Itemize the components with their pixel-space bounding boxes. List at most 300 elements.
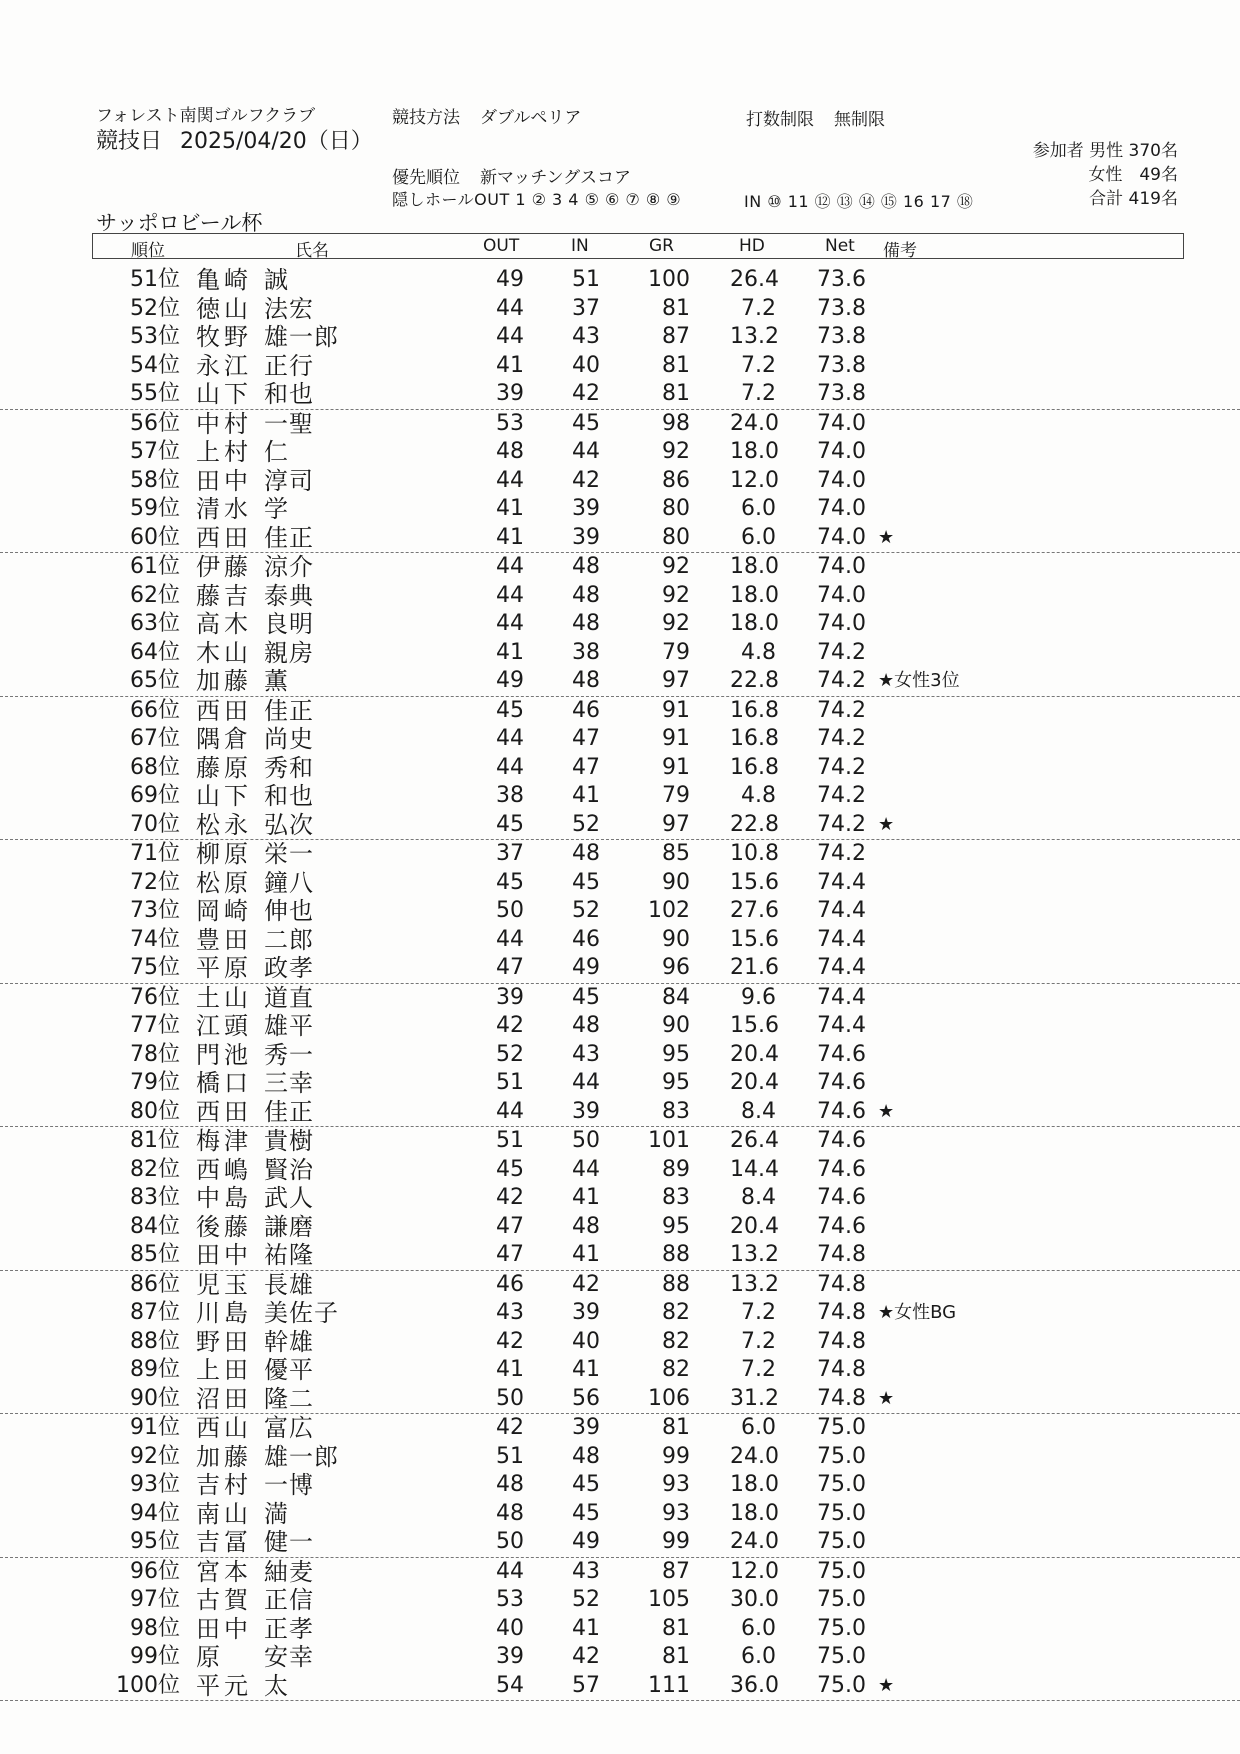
in-score-cell: 43 [572,1558,600,1584]
gross-score-cell: 106 [648,1385,690,1411]
in-score-cell: 45 [572,1472,600,1497]
in-score-cell: 48 [572,841,600,866]
given-name-cell: 弘次 [264,810,314,839]
rank-cell: 83位 [130,1185,180,1210]
table-row [0,840,1240,869]
in-score-cell: 44 [572,439,600,464]
handicap-cell: 18.0 [730,554,779,579]
out-score-cell: 47 [496,1213,524,1239]
out-score-cell: 47 [496,1242,524,1267]
given-name-cell: 良明 [264,610,314,638]
in-score-cell: 48 [572,668,600,693]
gross-score-cell: 95 [662,1070,690,1095]
handicap-cell: 15.6 [730,869,779,895]
handicap-cell: 18.0 [730,1472,779,1497]
surname-cell: 松永 [196,810,252,839]
in-score-cell: 38 [572,639,600,665]
table-row [0,754,1240,783]
given-name-cell: 佳正 [264,696,314,725]
club-name: フォレスト南関ゴルフクラブ [96,106,316,126]
note-cell: ★ [878,526,895,548]
in-score-cell: 47 [572,726,600,751]
gross-score-cell: 79 [662,639,690,665]
handicap-cell: 16.8 [730,754,779,780]
in-score-cell: 37 [572,295,600,321]
net-score-cell: 74.2 [817,783,866,808]
gross-score-cell: 98 [662,410,690,436]
out-score-cell: 41 [496,524,524,550]
in-score-cell: 51 [572,267,600,292]
handicap-cell: 9.6 [741,984,776,1010]
rank-cell: 98位 [130,1615,180,1641]
net-score-cell: 74.2 [817,754,866,780]
surname-cell: 松原 [196,868,252,897]
col-net: Net [825,236,855,256]
handicap-cell: 24.0 [730,1529,779,1554]
gross-score-cell: 83 [662,1098,690,1124]
given-name-cell: 学 [264,495,289,523]
net-score-cell: 75.0 [817,1415,866,1440]
given-name-cell: 誠 [264,266,289,294]
out-score-cell: 43 [496,1300,524,1325]
in-score-cell: 45 [572,410,600,436]
net-score-cell: 74.0 [817,582,866,608]
in-score-cell: 48 [572,611,600,636]
gross-score-cell: 91 [662,697,690,723]
surname-cell: 高木 [196,610,252,638]
net-score-cell: 73.8 [817,295,866,321]
gross-score-cell: 82 [662,1328,690,1354]
in-score-cell: 43 [572,324,600,349]
given-name-cell: 隆二 [264,1384,314,1413]
gross-score-cell: 90 [662,1013,690,1038]
table-row [0,1127,1240,1156]
rank-cell: 71位 [130,841,180,866]
limit-label: 打数制限 [746,110,814,130]
surname-cell: 沼田 [196,1384,252,1413]
out-score-cell: 39 [496,984,524,1010]
rank-cell: 63位 [130,611,180,636]
out-score-cell: 52 [496,1041,524,1067]
handicap-cell: 18.0 [730,582,779,608]
given-name-cell: 和也 [264,782,314,810]
net-score-cell: 75.0 [817,1615,866,1641]
note-cell: ★女性BG [878,1302,957,1323]
surname-cell: 清水 [196,495,252,523]
rank-cell: 58位 [130,467,180,493]
table-row [0,897,1240,926]
in-score-cell: 39 [572,524,600,550]
out-score-cell: 44 [496,467,524,493]
handicap-cell: 18.0 [730,1500,779,1526]
gross-score-cell: 90 [662,926,690,952]
handicap-cell: 18.0 [730,611,779,636]
net-score-cell: 75.0 [817,1529,866,1554]
surname-cell: 西田 [196,696,252,725]
gross-score-cell: 93 [662,1472,690,1497]
in-score-cell: 50 [572,1128,600,1153]
hidden-holes-in: IN ⑩ 11 ⑫ ⑬ ⑭ ⑮ 16 17 ⑱ [744,192,974,211]
surname-cell: 西山 [196,1414,252,1442]
col-in: IN [571,236,589,256]
note-cell: ★ [878,1100,895,1122]
out-score-cell: 41 [496,1357,524,1382]
given-name-cell: 正行 [264,351,314,380]
out-score-cell: 44 [496,726,524,751]
gross-score-cell: 81 [662,1644,690,1669]
out-score-cell: 50 [496,1529,524,1554]
table-row [0,811,1240,841]
rank-cell: 74位 [130,926,180,952]
rank-cell: 97位 [130,1587,180,1612]
in-score-cell: 42 [572,1271,600,1297]
gross-score-cell: 92 [662,611,690,636]
surname-cell: 門池 [196,1040,252,1069]
handicap-cell: 20.4 [730,1213,779,1239]
table-row [0,380,1240,410]
table-row [0,639,1240,668]
surname-cell: 江頭 [196,1012,252,1040]
table-row [0,1471,1240,1500]
handicap-cell: 22.8 [730,668,779,693]
table-row [0,610,1240,639]
table-row [0,1241,1240,1271]
surname-cell: 古賀 [196,1586,252,1614]
date-value: 2025/04/20（日） [180,129,373,154]
gross-score-cell: 97 [662,811,690,837]
surname-cell: 加藤 [196,1442,252,1471]
rank-cell: 86位 [130,1271,180,1297]
col-rank: 順位 [131,241,165,261]
out-score-cell: 44 [496,554,524,579]
table-row [0,954,1240,984]
net-score-cell: 74.0 [817,524,866,550]
gross-score-cell: 84 [662,984,690,1010]
rank-cell: 62位 [130,582,180,608]
table-row [0,1356,1240,1385]
given-name-cell: 仁 [264,438,289,466]
net-score-cell: 74.4 [817,1013,866,1038]
rank-cell: 85位 [130,1242,180,1267]
handicap-cell: 24.0 [730,410,779,436]
handicap-cell: 31.2 [730,1385,779,1411]
net-score-cell: 74.6 [817,1128,866,1153]
out-score-cell: 44 [496,295,524,321]
in-score-cell: 48 [572,1443,600,1469]
table-row [0,1558,1240,1587]
gross-score-cell: 99 [662,1443,690,1469]
net-score-cell: 75.0 [817,1672,866,1698]
out-score-cell: 54 [496,1672,524,1698]
in-score-cell: 41 [572,1615,600,1641]
surname-cell: 吉冨 [196,1528,252,1556]
table-row [0,1528,1240,1558]
rank-cell: 66位 [130,697,180,723]
in-score-cell: 42 [572,1644,600,1669]
out-score-cell: 39 [496,381,524,406]
gross-score-cell: 89 [662,1156,690,1182]
rank-cell: 64位 [130,639,180,665]
handicap-cell: 13.2 [730,1242,779,1267]
participants-total: 合計 419名 [1089,189,1178,209]
given-name-cell: 太 [264,1671,289,1700]
gross-score-cell: 95 [662,1213,690,1239]
rank-cell: 77位 [130,1013,180,1038]
surname-cell: 山下 [196,782,252,810]
given-name-cell: 三幸 [264,1069,314,1097]
table-row [0,582,1240,611]
handicap-cell: 14.4 [730,1156,779,1182]
gross-score-cell: 81 [662,1415,690,1440]
in-score-cell: 52 [572,898,600,923]
net-score-cell: 74.4 [817,898,866,923]
handicap-cell: 10.8 [730,841,779,866]
rank-cell: 89位 [130,1357,180,1382]
out-score-cell: 51 [496,1128,524,1153]
rank-cell: 72位 [130,869,180,895]
rank-cell: 52位 [130,295,180,321]
surname-cell: 中村 [196,409,252,438]
net-score-cell: 74.8 [817,1271,866,1297]
net-score-cell: 73.8 [817,352,866,378]
surname-cell: 亀崎 [196,266,252,294]
given-name-cell: 武人 [264,1184,314,1212]
out-score-cell: 48 [496,1500,524,1526]
hidden-holes-out: 隠しホールOUT 1 ② 3 4 ⑤ ⑥ ⑦ ⑧ ⑨ [392,190,682,209]
surname-cell: 南山 [196,1499,252,1528]
given-name-cell: 佳正 [264,523,314,552]
table-row [0,1069,1240,1098]
surname-cell: 宮本 [196,1557,252,1586]
handicap-cell: 16.8 [730,697,779,723]
table-row [0,1299,1240,1328]
net-score-cell: 75.0 [817,1558,866,1584]
handicap-cell: 4.8 [741,639,776,665]
table-row [0,1184,1240,1213]
net-score-cell: 74.0 [817,554,866,579]
given-name-cell: 秀和 [264,753,314,782]
net-score-cell: 73.8 [817,324,866,349]
surname-cell: 田中 [196,466,252,495]
gross-score-cell: 91 [662,754,690,780]
in-score-cell: 39 [572,1300,600,1325]
net-score-cell: 74.8 [817,1328,866,1354]
col-name: 氏名 [295,241,329,261]
net-score-cell: 73.6 [817,267,866,292]
gross-score-cell: 93 [662,1500,690,1526]
rank-cell: 92位 [130,1443,180,1469]
rank-cell: 84位 [130,1213,180,1239]
net-score-cell: 75.0 [817,1644,866,1669]
gross-score-cell: 102 [648,898,690,923]
net-score-cell: 74.2 [817,668,866,693]
table-row [0,1615,1240,1644]
given-name-cell: 満 [264,1499,289,1528]
handicap-cell: 27.6 [730,898,779,923]
rank-cell: 100位 [116,1672,180,1698]
given-name-cell: 紬麦 [264,1557,314,1586]
gross-score-cell: 80 [662,496,690,521]
net-score-cell: 74.6 [817,1156,866,1182]
table-row [0,667,1240,697]
rank-cell: 68位 [130,754,180,780]
given-name-cell: 長雄 [264,1270,314,1299]
surname-cell: 徳山 [196,294,252,323]
rank-cell: 93位 [130,1472,180,1497]
in-score-cell: 40 [572,1328,600,1354]
handicap-cell: 6.0 [741,496,776,521]
handicap-cell: 15.6 [730,1013,779,1038]
given-name-cell: 一聖 [264,409,314,438]
net-score-cell: 75.0 [817,1587,866,1612]
in-score-cell: 40 [572,352,600,378]
given-name-cell: 法宏 [264,294,314,323]
handicap-cell: 6.0 [741,1415,776,1440]
col-note: 備考 [883,241,917,261]
surname-cell: 中島 [196,1184,252,1212]
given-name-cell: 優平 [264,1356,314,1384]
surname-cell: 川島 [196,1299,252,1327]
out-score-cell: 39 [496,1644,524,1669]
gross-score-cell: 100 [648,267,690,292]
handicap-cell: 26.4 [730,1128,779,1153]
surname-cell: 後藤 [196,1212,252,1241]
given-name-cell: 鐘八 [264,868,314,897]
table-row [0,1672,1240,1702]
surname-cell: 山下 [196,380,252,408]
rank-cell: 56位 [130,410,180,436]
handicap-cell: 7.2 [741,1300,776,1325]
handicap-cell: 7.2 [741,1357,776,1382]
method-value: ダブルペリア [480,108,582,128]
surname-cell: 西田 [196,1097,252,1126]
net-score-cell: 74.6 [817,1098,866,1124]
table-row [0,295,1240,324]
out-score-cell: 44 [496,324,524,349]
net-score-cell: 75.0 [817,1443,866,1469]
out-score-cell: 44 [496,611,524,636]
table-row [0,782,1240,811]
table-row [0,725,1240,754]
method-label: 競技方法 [392,108,460,128]
out-score-cell: 49 [496,267,524,292]
surname-cell: 伊藤 [196,553,252,581]
given-name-cell: 泰典 [264,581,314,610]
in-score-cell: 49 [572,955,600,980]
out-score-cell: 44 [496,1098,524,1124]
in-score-cell: 44 [572,1070,600,1095]
in-score-cell: 47 [572,754,600,780]
col-gr: GR [649,236,674,256]
surname-cell: 野田 [196,1327,252,1356]
surname-cell: 西嶋 [196,1155,252,1184]
out-score-cell: 45 [496,697,524,723]
net-score-cell: 74.2 [817,697,866,723]
gross-score-cell: 92 [662,439,690,464]
surname-cell: 牧野 [196,323,252,351]
out-score-cell: 47 [496,955,524,980]
participants-female: 女性 49名 [1088,165,1178,185]
results-table [0,266,1240,1701]
net-score-cell: 74.6 [817,1185,866,1210]
net-score-cell: 74.8 [817,1357,866,1382]
out-score-cell: 50 [496,1385,524,1411]
rank-cell: 70位 [130,811,180,837]
table-row [0,410,1240,439]
rank-cell: 94位 [130,1500,180,1526]
net-score-cell: 74.4 [817,984,866,1010]
given-name-cell: 雄一郎 [264,323,339,351]
table-row [0,1414,1240,1443]
net-score-cell: 74.4 [817,926,866,952]
given-name-cell: 秀一 [264,1040,314,1069]
net-score-cell: 74.0 [817,611,866,636]
in-score-cell: 45 [572,984,600,1010]
table-row [0,1500,1240,1529]
table-row [0,1443,1240,1472]
out-score-cell: 44 [496,754,524,780]
surname-cell: 原 [196,1643,224,1671]
rank-cell: 67位 [130,726,180,751]
rank-cell: 88位 [130,1328,180,1354]
given-name-cell: 貴樹 [264,1127,314,1155]
rank-cell: 75位 [130,955,180,980]
surname-cell: 上村 [196,438,252,466]
out-score-cell: 41 [496,352,524,378]
in-score-cell: 39 [572,1415,600,1440]
gross-score-cell: 82 [662,1357,690,1382]
rank-cell: 55位 [130,381,180,406]
in-score-cell: 52 [572,811,600,837]
given-name-cell: 一博 [264,1471,314,1499]
note-cell: ★ [878,813,895,835]
net-score-cell: 74.2 [817,811,866,837]
given-name-cell: 正孝 [264,1614,314,1643]
given-name-cell: 幹雄 [264,1327,314,1356]
net-score-cell: 74.6 [817,1213,866,1239]
surname-cell: 豊田 [196,925,252,954]
handicap-cell: 18.0 [730,439,779,464]
given-name-cell: 二郎 [264,925,314,954]
table-row [0,1271,1240,1300]
rank-cell: 80位 [130,1098,180,1124]
in-score-cell: 46 [572,926,600,952]
surname-cell: 田中 [196,1614,252,1643]
net-score-cell: 73.8 [817,381,866,406]
out-score-cell: 37 [496,841,524,866]
rank-cell: 60位 [130,524,180,550]
in-score-cell: 49 [572,1529,600,1554]
net-score-cell: 74.8 [817,1242,866,1267]
in-score-cell: 48 [572,1013,600,1038]
gross-score-cell: 81 [662,352,690,378]
handicap-cell: 6.0 [741,1615,776,1641]
in-score-cell: 41 [572,1357,600,1382]
rank-cell: 96位 [130,1558,180,1584]
table-row [0,1041,1240,1070]
out-score-cell: 48 [496,439,524,464]
handicap-cell: 15.6 [730,926,779,952]
table-row [0,323,1240,352]
surname-cell: 加藤 [196,667,252,695]
gross-score-cell: 92 [662,582,690,608]
gross-score-cell: 96 [662,955,690,980]
surname-cell: 平原 [196,954,252,982]
given-name-cell: 雄平 [264,1012,314,1040]
handicap-cell: 24.0 [730,1443,779,1469]
net-score-cell: 74.4 [817,869,866,895]
in-score-cell: 45 [572,1500,600,1526]
